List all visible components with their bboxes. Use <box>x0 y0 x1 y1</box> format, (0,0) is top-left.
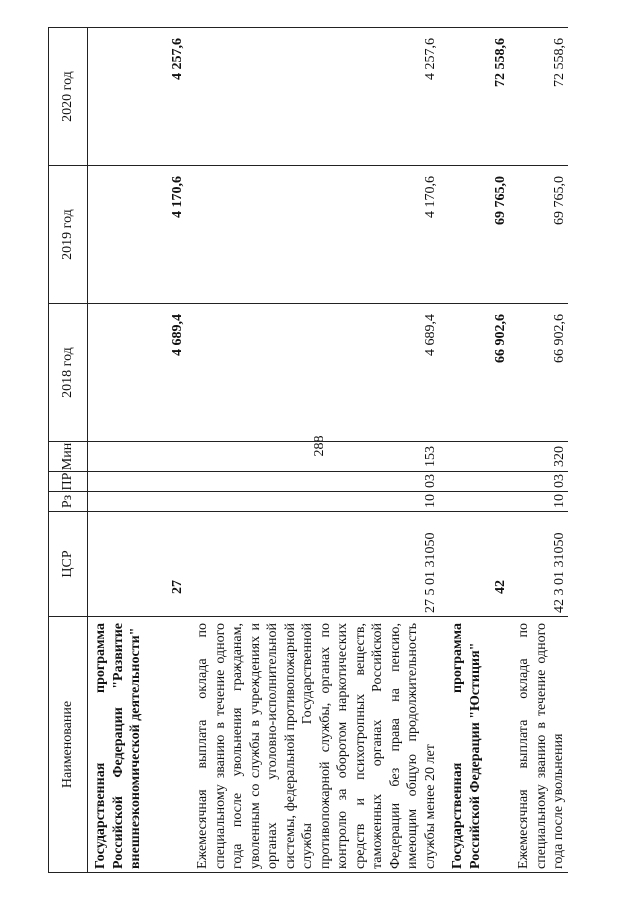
table-row-payment-42 <box>509 28 568 873</box>
row-2019: 69 765,0 <box>509 166 568 304</box>
row-2020: 4 257,6 <box>88 28 187 166</box>
row-min <box>439 442 509 472</box>
row-2020: 72 558,6 <box>509 28 568 166</box>
header-2019: 2019 год <box>49 166 88 304</box>
row-pr: 03 <box>186 472 439 492</box>
row-2018: 4 689,4 <box>186 304 439 442</box>
row-rz: 10 <box>509 492 568 512</box>
row-rz <box>88 492 187 512</box>
page-number: 288 <box>312 435 327 457</box>
row-2020: 72 558,6 <box>439 28 509 166</box>
row-pr <box>88 472 187 492</box>
row-name: Государственная программа Российской Федерации "Юстиция" <box>439 617 509 873</box>
header-name: Наименование <box>49 617 88 873</box>
row-2018: 66 902,6 <box>439 304 509 442</box>
table-body <box>88 28 568 873</box>
row-pr: 03 <box>509 472 568 492</box>
row-name: Ежемесячная выплата оклада по специальному званию в течение одного года после увольнения гражданам, уволенным со службы в учреждениях и органах уголовно-исполнительной системы, федеральной противопожарной службы Государственной противопожарной службы, органах по контролю за оборотом наркотических средств и психотропных веществ, таможенных органах Российской Федерации без права на пенсию, имеющим общую продолжительность службы менее 20 лет <box>186 617 439 873</box>
header-2018: 2018 год <box>49 304 88 442</box>
row-min <box>88 442 187 472</box>
row-min: 320 <box>509 442 568 472</box>
budget-table <box>48 27 568 873</box>
row-rz: 10 <box>186 492 439 512</box>
table-row-program-27 <box>88 28 187 873</box>
row-pr <box>439 472 509 492</box>
row-csr: 42 3 01 31050 <box>509 512 568 617</box>
row-2020: 4 257,6 <box>186 28 439 166</box>
row-rz <box>439 492 509 512</box>
header-pr: ПР <box>49 472 88 492</box>
header-rz: Рз <box>49 492 88 512</box>
header-row <box>49 28 88 873</box>
table-row-payment-27 <box>186 28 439 873</box>
header-min: Мин <box>49 442 88 472</box>
row-name: Ежемесячная выплата оклада по специальному званию в течение одного года после увольнения <box>509 617 568 873</box>
table-header <box>49 28 88 873</box>
header-csr: ЦСР <box>49 512 88 617</box>
row-2018: 4 689,4 <box>88 304 187 442</box>
row-2019: 4 170,6 <box>186 166 439 304</box>
row-min: 153 <box>186 442 439 472</box>
row-csr: 27 5 01 31050 <box>186 512 439 617</box>
row-csr: 42 <box>439 512 509 617</box>
row-name: Государственная программа Российской Федерации "Развитие внешнеэкономической деятельности" <box>88 617 187 873</box>
header-2020: 2020 год <box>49 28 88 166</box>
row-2019: 4 170,6 <box>88 166 187 304</box>
row-2018: 66 902,6 <box>509 304 568 442</box>
row-2019: 69 765,0 <box>439 166 509 304</box>
table-row-program-42 <box>439 28 509 873</box>
rotated-table-container <box>48 28 603 873</box>
row-csr: 27 <box>88 512 187 617</box>
